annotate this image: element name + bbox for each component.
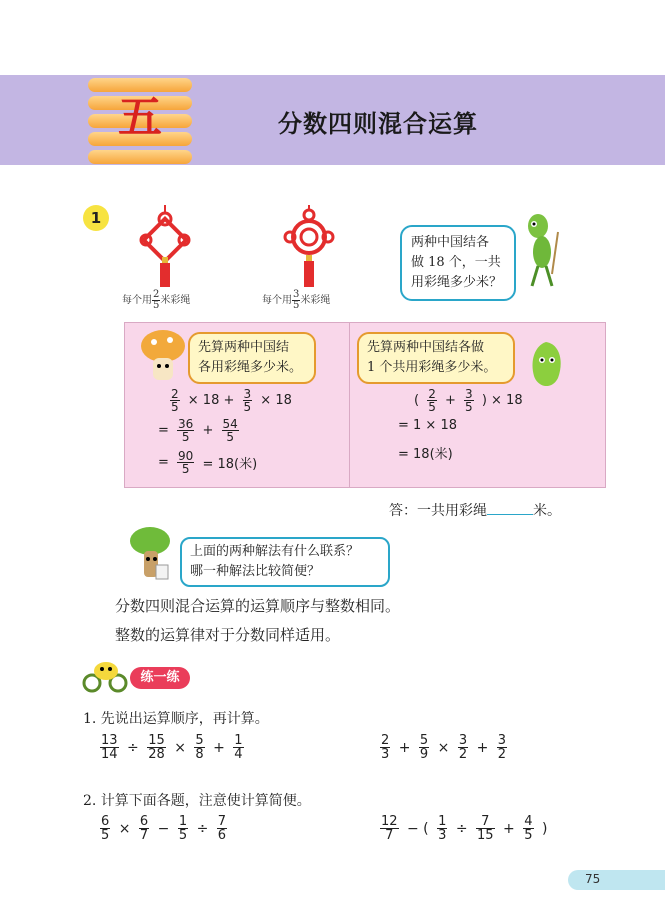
method2-step1: ( $\frac{2}{5}$ + $\frac{3}{5}$ ) × 18 (414, 387, 523, 414)
think-bubble: 上面的两种解法有什么联系？ 哪一种解法比较简便？ (180, 537, 390, 587)
method2-step3: = 18(米) (398, 447, 453, 462)
method1-step2: = $\frac{36}{5}$ + $\frac{54}{5}$ (158, 417, 238, 444)
practice-label: 练一练 (130, 667, 190, 689)
unit-number: 五 (118, 92, 162, 143)
page-number-tab (568, 870, 665, 890)
divider (349, 322, 350, 488)
q2-expression-a: $\frac{6}{5}$ × $\frac{6}{7}$ − $\frac{1}{5}$ ÷ $\frac{7}{6}$ (101, 814, 227, 843)
pepper-icon (526, 338, 566, 390)
answer-blank[interactable] (487, 501, 533, 515)
method1-bubble: 先算两种中国结 各用彩绳多少米。 (188, 332, 316, 384)
mushroom-icon (138, 328, 188, 386)
question-bubble: 两种中国结各 做 18 个，一共 用彩绳多少米？ (400, 225, 516, 301)
q2-expression-b: $\frac{12}{7}$ − ( $\frac{1}{3}$ ÷ $\frac{7}{15}$ + $\frac{4}{5}$ ) (381, 814, 548, 843)
q1-expression-b: $\frac{2}{3}$ + $\frac{5}{9}$ × $\frac{3}{2}$ + $\frac{3}{2}$ (381, 733, 507, 762)
question-1: 1. 先说出运算顺序，再计算。 (83, 711, 269, 727)
question-2: 2. 计算下面各题，注意使计算简便。 (83, 793, 311, 809)
page-number: 75 (585, 872, 601, 886)
method1-step3: = $\frac{90}{5}$ = 18(米) (158, 449, 258, 476)
method1-step1: $\frac{2}{5}$ × 18 + $\frac{3}{5}$ × 18 (171, 387, 292, 414)
chinese-knot-icon (136, 205, 194, 287)
tree-character-icon (126, 525, 176, 585)
method2-bubble: 先算两种中国结各做 1 个共用彩绳多少米。 (357, 332, 515, 384)
grasshopper-icon (518, 212, 568, 288)
rule-1: 分数四则混合运算的运算顺序与整数相同。 (115, 597, 401, 615)
example-number: 1 (83, 205, 109, 231)
q1-expression-a: $\frac{13}{14}$ ÷ $\frac{15}{28}$ × $\frac{5}{8}$ + $\frac{1}{4}$ (101, 733, 243, 762)
unit-title: 分数四则混合运算 (278, 110, 478, 138)
chinese-knot-icon (280, 205, 338, 287)
method2-step2: = 1 × 18 (398, 418, 457, 433)
unit-badge (88, 78, 192, 164)
knot-caption-2: 每个用 $\frac{3}{5}$ 米彩绳 (262, 289, 331, 311)
rule-2: 整数的运算律对于分数同样适用。 (115, 626, 341, 644)
bicycle-mascot-icon (82, 659, 130, 693)
answer-line: 答：一共用彩绳 米。 (389, 503, 561, 519)
knot-caption-1: 每个用 $\frac{2}{5}$ 米彩绳 (122, 289, 191, 311)
